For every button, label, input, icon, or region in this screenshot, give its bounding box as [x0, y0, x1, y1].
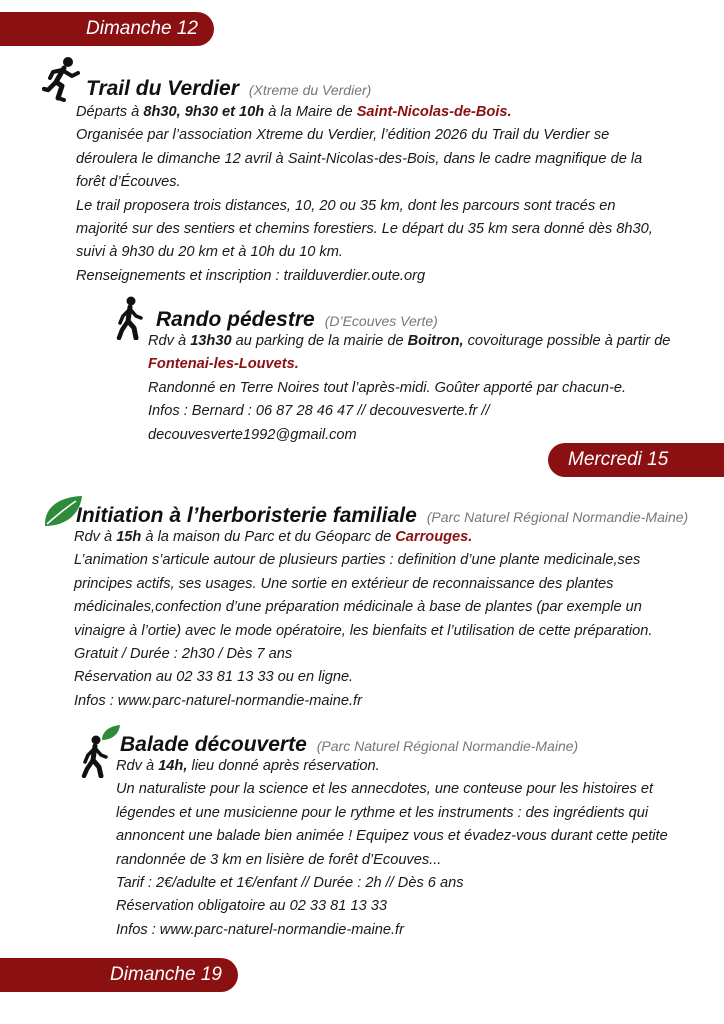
event-title: Balade découverte	[120, 733, 307, 756]
event-header	[156, 308, 720, 332]
event-schedule: Rdv à 14h, lieu donné après réservation.	[116, 758, 380, 774]
event-location: Fontenai-les-Louvets.	[148, 356, 299, 373]
event-title: Trail du Verdier	[86, 77, 239, 100]
day-tab-label: Mercredi 15	[568, 449, 669, 470]
event-herboristerie	[74, 504, 720, 713]
event-organizer: (Xtreme du Verdier)	[248, 82, 372, 98]
text-line: déroulera le dimanche 12 avril à Saint-Nicolas-des-Bois, dans le cadre magnifique de la	[76, 150, 643, 167]
event-title: Rando pédestre	[156, 308, 315, 331]
event-organizer: (Parc Naturel Régional Normandie-Maine)	[426, 509, 689, 525]
text-line: majorité sur des sentiers et chemins forestiers. Le départ du 35 km sera donné dès 8h30,	[76, 221, 653, 238]
text-line: Le trail proposera trois distances, 10, 20 ou 35 km, dont les parcours sont tracés en	[76, 197, 616, 214]
event-schedule: Départs à 8h30, 9h30 et 10h à la Maire de Saint-Nicolas-de-Bois.	[76, 104, 512, 120]
text-line: médicinales,confection d’une préparation médicinale à base de plantes (par exemple un	[74, 599, 642, 616]
event-schedule: Rdv à 13h30 au parking de la mairie de Boitron, covoiturage possible à partir de	[148, 333, 671, 349]
day-tab-dimanche-12	[0, 12, 214, 46]
text-line: Gratuit / Durée : 2h30 / Dès 7 ans	[74, 646, 293, 663]
event-description	[116, 755, 720, 942]
event-organizer: (D’Ecouves Verte)	[324, 313, 438, 329]
text-line: principes actifs, ses usages. Une sortie en extérieur de reconnaissance des plantes	[74, 575, 614, 592]
event-organizer: (Parc Naturel Régional Normandie-Maine)	[316, 738, 579, 754]
text-line: Infos : Bernard : 06 87 28 46 47 // decouvesverte.fr //	[148, 403, 490, 420]
event-description	[148, 330, 720, 447]
event-description	[74, 526, 720, 713]
day-tab-label: Dimanche 12	[86, 18, 198, 39]
text-line: Infos : www.parc-naturel-normandie-maine.fr	[116, 921, 404, 938]
text-line: suivi à 9h30 du 20 km et à 10h du 10 km.	[76, 244, 343, 261]
event-trail-du-verdier	[76, 77, 716, 288]
text-line: Infos : www.parc-naturel-normandie-maine.fr	[74, 692, 362, 709]
text-line: Tarif : 2€/adulte et 1€/enfant // Durée : 2h // Dès 6 ans	[116, 875, 464, 892]
text-line: Renseignements et inscription : trailduverdier.oute.org	[76, 267, 426, 284]
event-header	[86, 77, 716, 101]
text-line: decouvesverte1992@gmail.com	[148, 426, 357, 443]
event-header	[76, 504, 720, 528]
text-line: Réservation au 02 33 81 13 33 ou en ligne.	[74, 669, 354, 686]
text-line: Réservation obligatoire au 02 33 81 13 33	[116, 898, 387, 915]
day-tab-dimanche-19	[0, 958, 238, 992]
text-line: légendes et une musicienne pour le rythme et les instruments : des ingrédients qui	[116, 804, 649, 821]
day-tab-label: Dimanche 19	[110, 964, 222, 985]
text-line: Organisée par l’association Xtreme du Verdier, l’édition 2026 du Trail du Verdier se	[76, 127, 610, 144]
event-description	[76, 101, 716, 288]
text-line: annoncent une balade bien animée ! Equipez vous et évadez-vous durant cette petite	[116, 828, 668, 845]
text-line: randonnée de 3 km en lisière de forêt d’Ecouves...	[116, 851, 442, 868]
text-line: vinaigre à l’ortie) avec le mode opératoire, les bienfaits et l’utilisation de cette préparation.	[74, 622, 653, 639]
event-header	[120, 733, 720, 757]
text-line: L’animation s’articule autour de plusieurs parties : definition d’une plante medicinale,ses	[74, 552, 641, 569]
event-title: Initiation à l’herboristerie familiale	[76, 504, 417, 527]
event-rando-pedestre	[148, 308, 720, 447]
event-schedule: Rdv à 15h à la maison du Parc et du Géoparc de Carrouges.	[74, 529, 473, 545]
text-line: Randonné en Terre Noires tout l’après-midi. Goûter apporté par chacun-e.	[148, 379, 627, 396]
event-balade-decouverte	[116, 733, 720, 942]
hiker-icon	[114, 296, 146, 340]
day-tab-mercredi-15	[548, 443, 724, 477]
text-line: Un naturaliste pour la science et les annecdotes, une conteuse pour les histoires et	[116, 781, 654, 798]
text-line: forêt d’Écouves.	[76, 174, 181, 191]
